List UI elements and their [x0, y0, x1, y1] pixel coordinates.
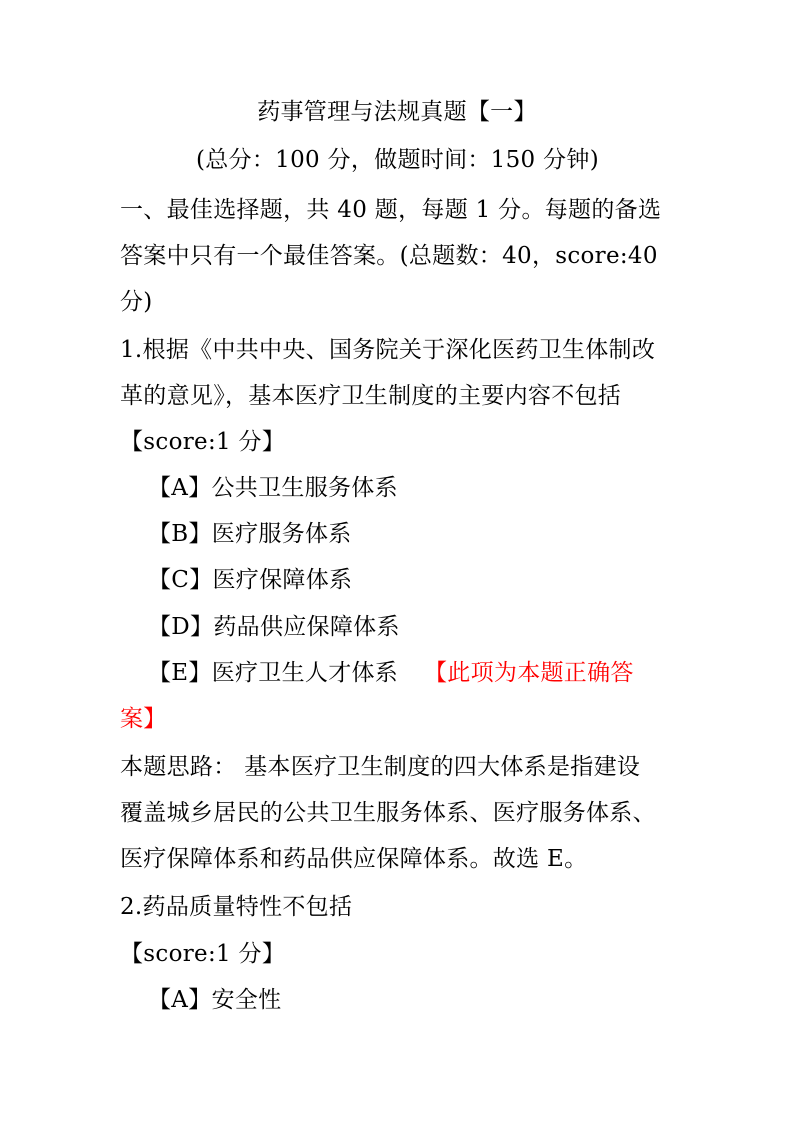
- document-title: 药事管理与法规真题【一】: [257, 99, 537, 125]
- correct-answer-mark-line1: 【此项为本题正确答: [424, 660, 634, 686]
- question-2-stem-line1: 2.药品质量特性不包括: [120, 894, 353, 920]
- section-heading-line2: 答案中只有一个最佳答案。(总题数：40，score:40: [120, 243, 658, 269]
- question-2-score: 【score:1 分】: [120, 941, 286, 967]
- correct-answer-mark-line2: 案】: [120, 706, 167, 732]
- question-2-option-a: 【A】安全性: [148, 987, 282, 1013]
- question-1-stem-line1: 1.根据《中共中央、国务院关于深化医药卫生体制改: [120, 337, 656, 363]
- question-1-option-b: 【B】医疗服务体系: [148, 521, 352, 547]
- question-1-stem-line2: 革的意见》，基本医疗卫生制度的主要内容不包括: [120, 383, 622, 409]
- question-1-analysis-line3: 医疗保障体系和药品供应保障体系。故选 E。: [120, 846, 588, 872]
- question-1-option-c: 【C】医疗保障体系: [148, 567, 353, 593]
- question-1-option-a: 【A】公共卫生服务体系: [148, 475, 398, 501]
- section-heading-line3: 分): [120, 289, 153, 315]
- question-1-analysis-line2: 覆盖城乡居民的公共卫生服务体系、医疗服务体系、: [120, 800, 656, 826]
- question-1-score: 【score:1 分】: [120, 429, 286, 455]
- question-1-analysis-line1: 本题思路： 基本医疗卫生制度的四大体系是指建设: [120, 754, 641, 780]
- document-subtitle: (总分：100 分，做题时间：150 分钟): [196, 147, 599, 173]
- question-1-option-e: 【E】医疗卫生人才体系: [148, 660, 399, 686]
- question-1-option-d: 【D】药品供应保障体系: [148, 614, 400, 640]
- section-heading-line1: 一、最佳选择题，共 40 题，每题 1 分。每题的备选: [120, 197, 662, 223]
